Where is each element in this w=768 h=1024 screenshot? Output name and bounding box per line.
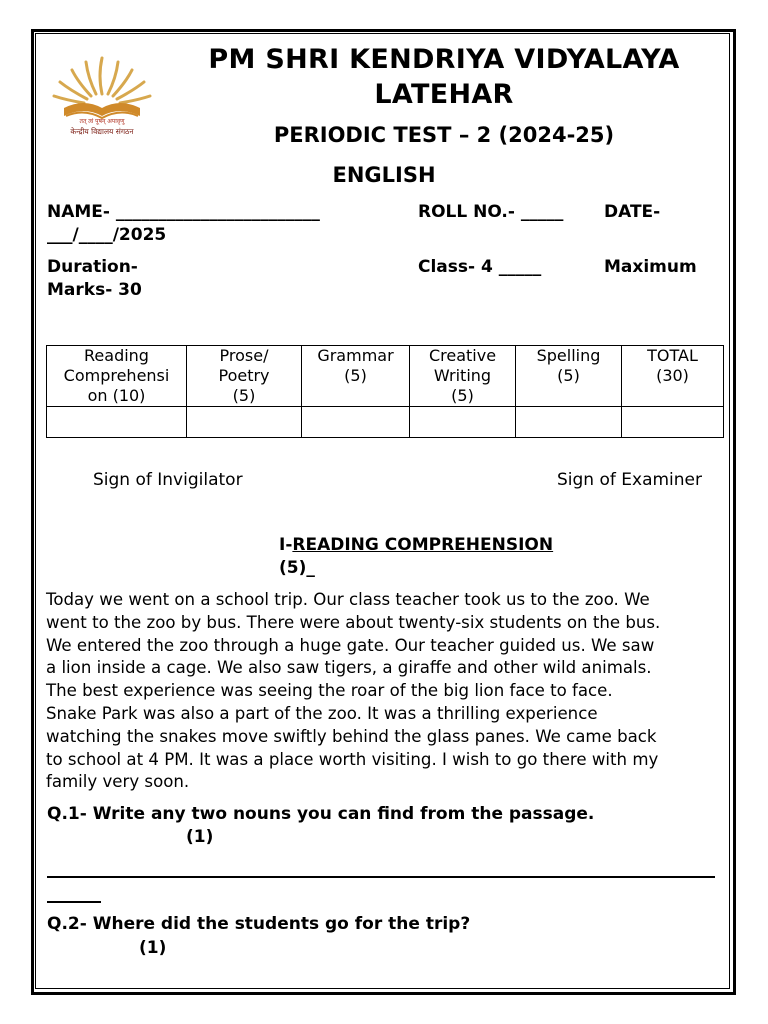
answer-line-1-cont[interactable] — [47, 901, 101, 903]
passage-line: The best experience was seeing the roar of the big lion face to face. — [46, 681, 613, 701]
section-title: READING COMPREHENSION — [292, 535, 554, 555]
passage-line: We entered the zoo through a huge gate. Our teacher guided us. We saw — [46, 635, 655, 655]
header-line: Spelling — [536, 346, 601, 365]
header-line: (5) — [232, 386, 256, 405]
school-name — [180, 42, 708, 112]
header-line: TOTAL — [647, 346, 698, 365]
test-title: PERIODIC TEST – 2 (2024-25) — [273, 123, 615, 147]
header-reading — [47, 346, 187, 407]
header-grammar — [302, 346, 410, 407]
entry-reading — [47, 407, 187, 438]
logo-org-name: केन्द्रीय विद्यालय संगठन — [70, 127, 134, 136]
marks-table — [46, 345, 724, 438]
name-field: NAME- ________________________ — [47, 202, 320, 222]
header-creative-writing — [410, 346, 516, 407]
passage-line: went to the zoo by bus. There were about twenty-six students on the bus. — [46, 612, 661, 632]
passage-line: watching the snakes move swiftly behind the glass panes. We came back — [46, 726, 657, 746]
header-spelling — [516, 346, 622, 407]
roll-no-field: ROLL NO.- _____ — [418, 202, 564, 222]
passage-line: Today we went on a school trip. Our class teacher took us to the zoo. We — [46, 590, 650, 609]
header-line: (30) — [656, 366, 689, 385]
passage-line: a lion inside a cage. We also saw tigers, a giraffe and other wild animals. — [46, 658, 652, 678]
school-name-line1: PM SHRI KENDRIYA VIDYALAYA — [208, 44, 680, 75]
maximum-marks-value: Marks- 30 — [47, 280, 142, 300]
question-2: Q.2- Where did the students go for the trip? — [47, 914, 471, 934]
question-1: Q.1- Write any two nouns you can find from the passage. — [47, 804, 595, 824]
header-prose-poetry — [187, 346, 302, 407]
header-line: Creative — [428, 346, 497, 365]
question-2-marks: (1) — [139, 938, 167, 958]
answer-line-1[interactable] — [47, 876, 715, 878]
date-label: DATE- — [604, 202, 661, 222]
entry-creative-writing — [410, 407, 516, 438]
reading-passage — [46, 589, 726, 794]
kvs-logo — [44, 50, 160, 142]
section-marks: (5)_ — [279, 558, 315, 578]
header-line: on (10) — [87, 386, 146, 405]
question-1-marks: (1) — [186, 827, 214, 847]
passage-line: family very soon. — [46, 772, 190, 792]
header-line: Grammar — [317, 346, 394, 365]
logo-motto: तत् त्वं पूषन् अपावृणु — [79, 118, 125, 125]
passage-line: to school at 4 PM. It was a place worth visiting. I wish to go there with my — [46, 749, 659, 769]
sign-examiner: Sign of Examiner — [557, 470, 702, 490]
entry-spelling — [516, 407, 622, 438]
marks-entry-row — [47, 407, 724, 438]
class-field: Class- 4 _____ — [418, 257, 542, 277]
header-total — [622, 346, 724, 407]
duration-field: Duration- — [47, 257, 138, 277]
school-name-line2: LATEHAR — [374, 79, 514, 110]
maximum-label: Maximum — [604, 257, 697, 277]
header-line: (5) — [344, 366, 367, 385]
header-line: (5) — [451, 386, 474, 405]
section-prefix: I- — [279, 535, 293, 555]
entry-prose-poetry — [187, 407, 302, 438]
header-line: Writing — [433, 366, 492, 385]
subject-title: ENGLISH — [332, 163, 436, 187]
header-line: (5) — [557, 366, 580, 385]
header-line: Poetry — [218, 366, 270, 385]
entry-total — [622, 407, 724, 438]
header-line: Reading — [84, 346, 149, 365]
section-heading — [279, 534, 553, 580]
sign-invigilator: Sign of Invigilator — [93, 470, 243, 490]
header-line: Prose/ — [219, 346, 269, 365]
date-value: ___/____/2025 — [47, 225, 167, 245]
header-line: Comprehensi — [63, 366, 170, 385]
passage-line: Snake Park was also a part of the zoo. It was a thrilling experience — [46, 703, 598, 723]
marks-header-row — [47, 346, 724, 407]
entry-grammar — [302, 407, 410, 438]
